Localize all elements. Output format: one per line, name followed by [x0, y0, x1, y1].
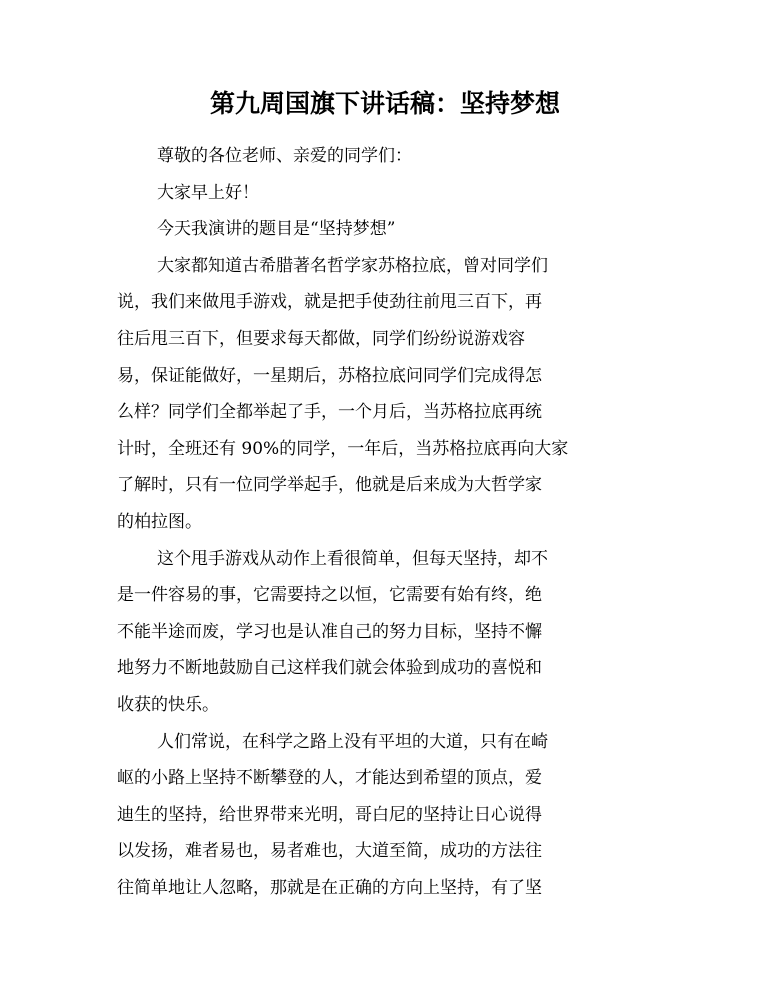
paragraph-line: 大家都知道古希腊著名哲学家苏格拉底，曾对同学们: [157, 255, 548, 276]
paragraph-line: 往简单地让人忽略，那就是在正确的方向上坚持，有了坚: [117, 877, 542, 898]
paragraph-line: 这个甩手游戏从动作上看很简单，但每天坚持，却不: [157, 548, 548, 569]
paragraph-line: 计时，全班还有 90%的同学，一年后，当苏格拉底再向大家: [117, 438, 569, 459]
paragraph-line: 往后甩三百下，但要求每天都做，同学们纷纷说游戏容: [117, 328, 525, 349]
paragraph-line: 的柏拉图。: [117, 511, 202, 532]
salutation-line: 尊敬的各位老师、亲爱的同学们：: [157, 146, 412, 166]
paragraph-line: 易，保证能做好，一星期后，苏格拉底问同学们完成得怎: [117, 365, 542, 386]
document-body: [117, 138, 657, 906]
paragraph-line: 迪生的坚持，给世界带来光明，哥白尼的坚持让日心说得: [117, 804, 542, 825]
paragraph-line: 收获的快乐。: [117, 694, 219, 715]
paragraph-line: 么样？同学们全都举起了手，一个月后，当苏格拉底再统: [117, 402, 542, 423]
greeting-line: 大家早上好！: [157, 182, 259, 203]
paragraph-line: 说，我们来做甩手游戏，就是把手使劲往前甩三百下，再: [117, 292, 542, 313]
topic-line: 今天我演讲的题目是“坚持梦想”: [157, 219, 396, 240]
paragraph-line: 地努力不断地鼓励自己这样我们就会体验到成功的喜悦和: [117, 658, 542, 679]
paragraph-line: 不能半途而废，学习也是认准自己的努力目标，坚持不懈: [117, 621, 542, 642]
paragraph-line: 了解时，只有一位同学举起手，他就是后来成为大哲学家: [117, 475, 542, 496]
paragraph-line: 是一件容易的事，它需要持之以恒，它需要有始有终，绝: [117, 585, 542, 606]
paragraph-line: 以发扬，难者易也，易者难也，大道至简，成功的方法往: [117, 841, 542, 862]
paragraph-line: 岖的小路上坚持不断攀登的人，才能达到希望的顶点，爱: [117, 768, 542, 789]
page-title: 第九周国旗下讲话稿：坚持梦想: [209, 89, 560, 118]
paragraph-line: 人们常说，在科学之路上没有平坦的大道，只有在崎: [157, 731, 548, 752]
